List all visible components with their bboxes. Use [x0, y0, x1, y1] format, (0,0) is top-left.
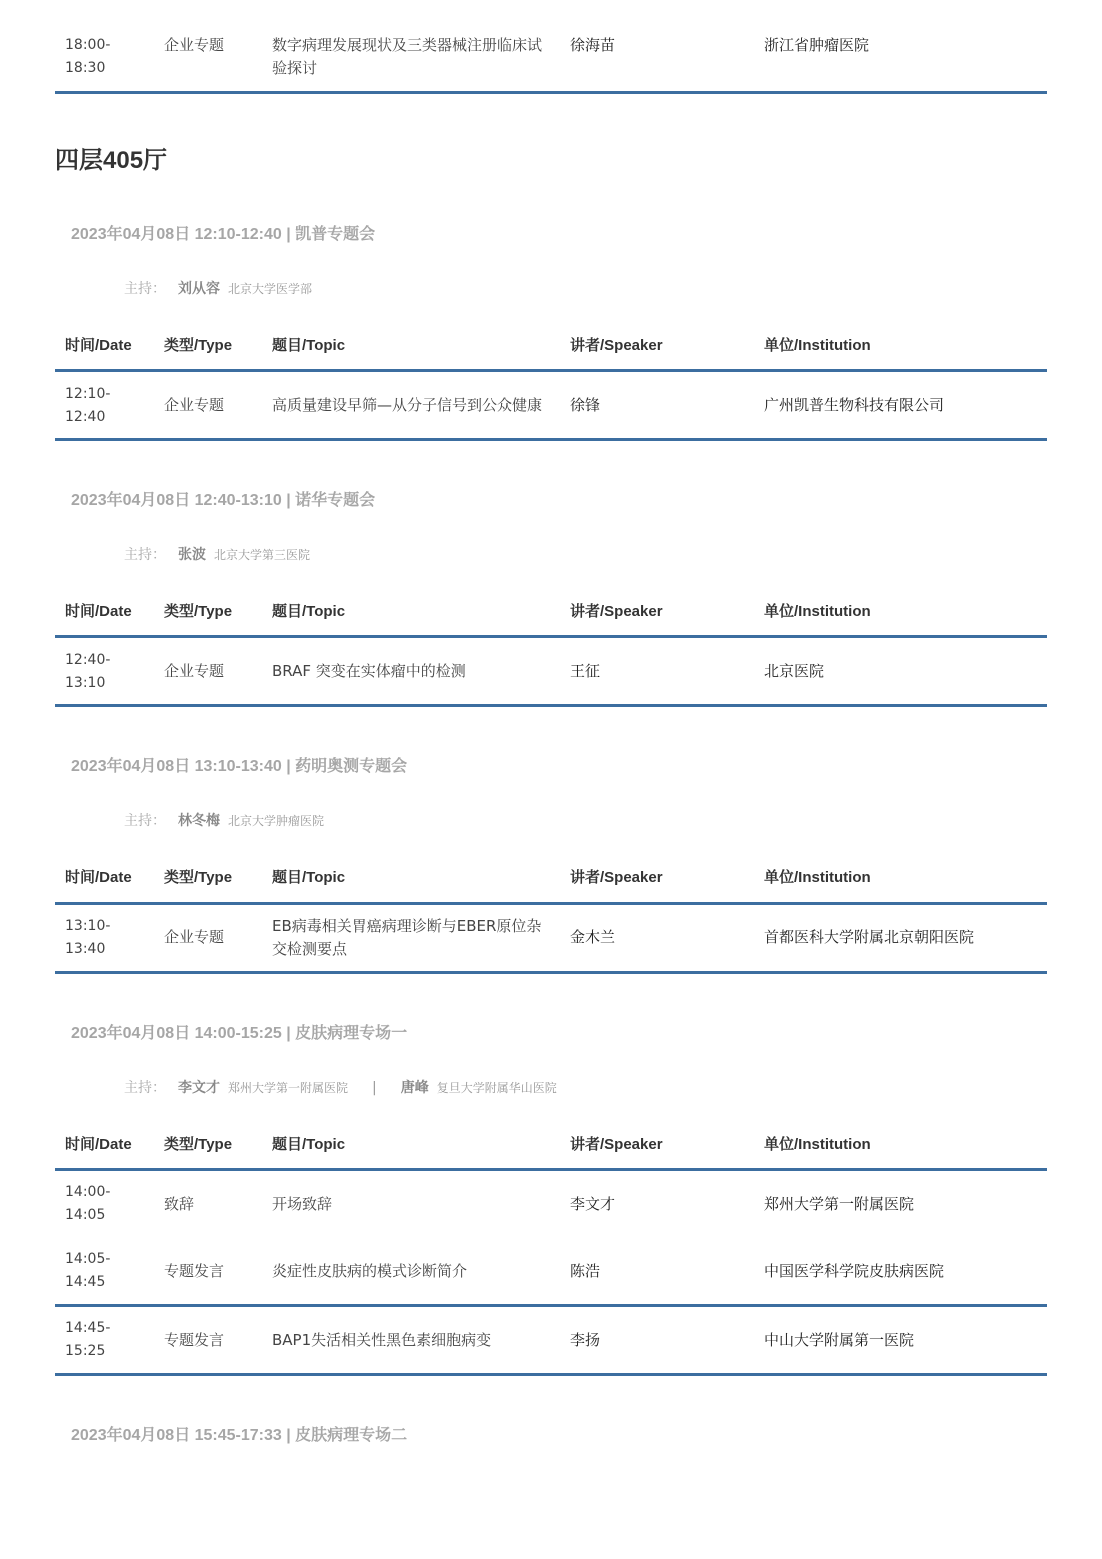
table-header-rule	[55, 1168, 1047, 1171]
table-cell-type: 企业专题	[164, 928, 225, 946]
header-topic: 题目/Topic	[272, 869, 346, 886]
header-topic: 题目/Topic	[272, 1136, 346, 1153]
session-host: 主持： 林冬梅 北京大学肿瘤医院	[124, 813, 325, 829]
table-bottom-rule	[55, 1373, 1047, 1376]
header-institution: 单位/Institution	[764, 1136, 871, 1153]
header-institution: 单位/Institution	[764, 869, 871, 886]
header-type: 类型/Type	[164, 337, 233, 354]
table-cell-speaker: 李扬	[570, 1331, 601, 1349]
table-cell-type: 企业专题	[164, 662, 225, 680]
header-speaker: 讲者/Speaker	[570, 869, 663, 886]
table-cell-type: 企业专题	[164, 396, 225, 414]
header-type: 类型/Type	[164, 869, 233, 886]
table-cell-time: 14:45- 15:25	[65, 1320, 111, 1359]
table-bottom-rule	[55, 704, 1047, 707]
table-cell-institution: 北京医院	[764, 662, 825, 680]
table-cell-time: 18:00- 18:30	[65, 37, 111, 76]
table-bottom-rule	[55, 91, 1047, 94]
header-time: 时间/Date	[65, 1136, 132, 1153]
session-title: 2023年04月08日 12:10-12:40 | 凯普专题会	[71, 226, 376, 243]
header-time: 时间/Date	[65, 869, 132, 886]
table-cell-topic: BAP1失活相关性黑色素细胞病变	[272, 1331, 492, 1349]
header-institution: 单位/Institution	[764, 603, 871, 620]
table-cell-speaker: 李文才	[570, 1195, 616, 1213]
table-cell-topic: 炎症性皮肤病的模式诊断简介	[272, 1262, 468, 1280]
table-cell-topic: 数字病理发展现状及三类器械注册临床试 验探讨	[272, 36, 543, 77]
table-cell-speaker: 陈浩	[570, 1262, 601, 1280]
session-host: 主持： 张波 北京大学第三医院	[124, 547, 311, 563]
table-cell-topic: 开场致辞	[272, 1195, 333, 1213]
table-bottom-rule	[55, 438, 1047, 441]
table-cell-topic: EB病毒相关胃癌病理诊断与EBER原位杂 交检测要点	[272, 917, 542, 958]
table-cell-institution: 郑州大学第一附属医院	[764, 1195, 915, 1213]
header-speaker: 讲者/Speaker	[570, 603, 663, 620]
session-host: 主持： 刘从容 北京大学医学部	[124, 281, 313, 297]
table-cell-institution: 中山大学附属第一医院	[764, 1331, 915, 1349]
header-speaker: 讲者/Speaker	[570, 1136, 663, 1153]
header-time: 时间/Date	[65, 603, 132, 620]
session-host: 主持： 李文才 郑州大学第一附属医院 | 唐峰 复旦大学附属华山医院	[124, 1080, 557, 1096]
table-cell-speaker: 徐海苗	[570, 36, 616, 54]
table-cell-institution: 广州凯普生物科技有限公司	[764, 396, 945, 414]
session-title: 2023年04月08日 15:45-17:33 | 皮肤病理专场二	[71, 1427, 408, 1444]
session-title: 2023年04月08日 12:40-13:10 | 诺华专题会	[71, 492, 376, 509]
table-cell-institution: 首都医科大学附属北京朝阳医院	[764, 928, 975, 946]
table-header-rule	[55, 369, 1047, 372]
table-cell-time: 12:10- 12:40	[65, 386, 111, 425]
table-cell-time: 14:05- 14:45	[65, 1251, 111, 1290]
table-cell-type: 致辞	[164, 1195, 195, 1213]
table-row-rule	[55, 1304, 1047, 1307]
table-cell-speaker: 金木兰	[570, 928, 616, 946]
table-cell-type: 企业专题	[164, 36, 225, 54]
table-cell-type: 专题发言	[164, 1262, 225, 1280]
table-cell-speaker: 徐锋	[570, 396, 601, 414]
table-header-rule	[55, 635, 1047, 638]
table-cell-type: 专题发言	[164, 1331, 225, 1349]
table-header-rule	[55, 902, 1047, 905]
header-institution: 单位/Institution	[764, 337, 871, 354]
table-cell-institution: 中国医学科学院皮肤病医院	[764, 1262, 945, 1280]
hall-title: 四层405厅	[55, 147, 168, 174]
table-cell-topic: BRAF 突变在实体瘤中的检测	[272, 662, 466, 680]
table-cell-speaker: 王征	[570, 662, 601, 680]
header-speaker: 讲者/Speaker	[570, 337, 663, 354]
table-bottom-rule	[55, 971, 1047, 974]
table-cell-time: 13:10- 13:40	[65, 918, 111, 957]
session-title: 2023年04月08日 13:10-13:40 | 药明奥测专题会	[71, 758, 408, 775]
session-title: 2023年04月08日 14:00-15:25 | 皮肤病理专场一	[71, 1025, 408, 1042]
table-cell-time: 12:40- 13:10	[65, 652, 111, 691]
table-cell-time: 14:00- 14:05	[65, 1184, 111, 1223]
table-cell-institution: 浙江省肿瘤医院	[764, 36, 870, 54]
header-type: 类型/Type	[164, 603, 233, 620]
table-cell-topic: 高质量建设早筛—从分子信号到公众健康	[272, 396, 543, 414]
header-time: 时间/Date	[65, 337, 132, 354]
header-type: 类型/Type	[164, 1136, 233, 1153]
header-topic: 题目/Topic	[272, 603, 346, 620]
header-topic: 题目/Topic	[272, 337, 346, 354]
